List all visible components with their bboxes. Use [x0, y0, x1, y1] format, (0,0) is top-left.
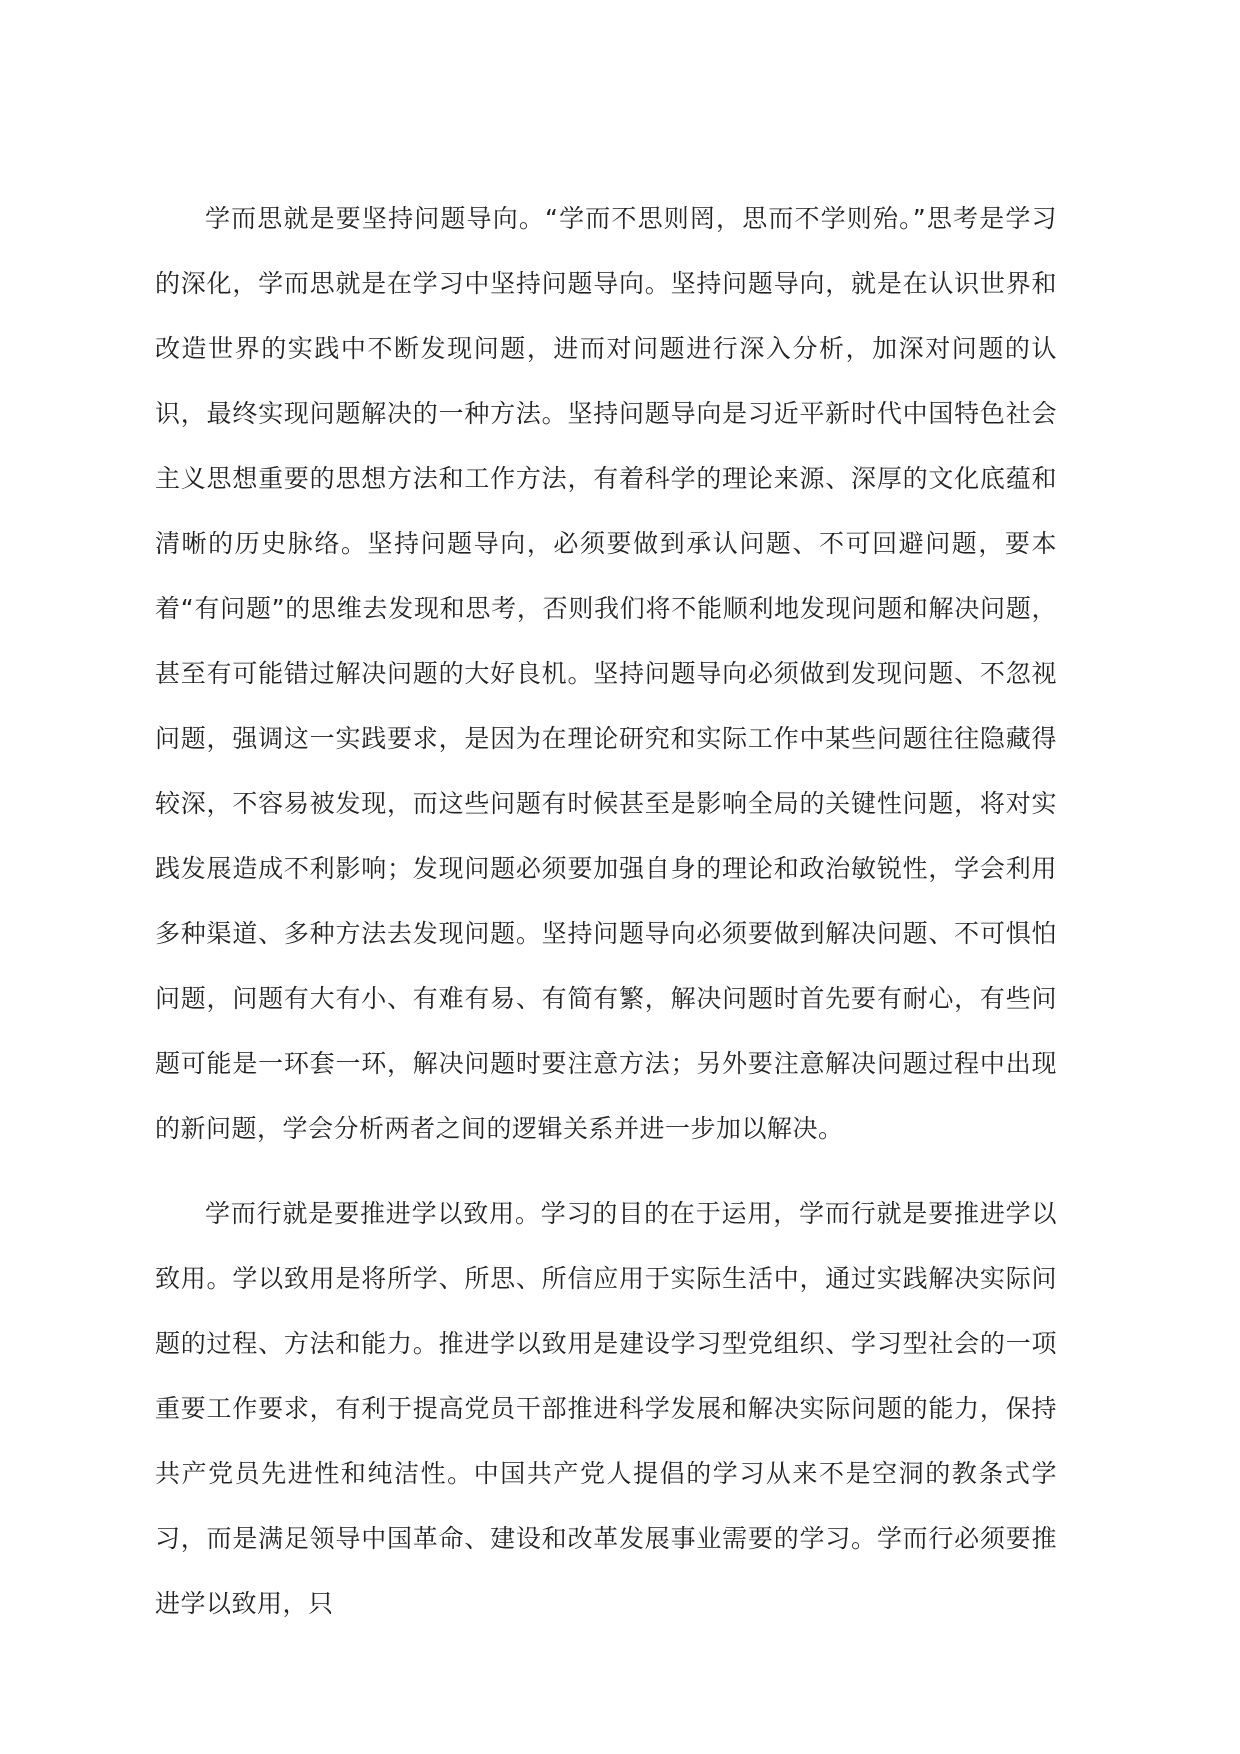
document-body: [155, 186, 1057, 1636]
paragraph-learning-and-doing: 学而行就是要推进学以致用。学习的目的在于运用，学而行就是要推进学以致用。学以致用是将所学、所思、所信应用于实际生活中，通过实践解决实际问题的过程、方法和能力。推进学以致用是建设学习型党组织、学习型社会的一项重要工作要求，有利于提高党员干部推进科学发展和解决实际问题的能力，保持共产党员先进性和纯洁性。中国共产党人提倡的学习从来不是空洞的教条式学习，而是满足领导中国革命、建设和改革发展事业需要的学习。学而行必须要推进学以致用，只: [155, 1199, 1057, 1618]
paragraph-learning-and-thinking: 学而思就是要坚持问题导向。“学而不思则罔，思而不学则殆。”思考是学习的深化，学而思就是在学习中坚持问题导向。坚持问题导向，就是在认识世界和改造世界的实践中不断发现问题，进而对问题进行深入分析，加深对问题的认识，最终实现问题解决的一种方法。坚持问题导向是习近平新时代中国特色社会主义思想重要的思想方法和工作方法，有着科学的理论来源、深厚的文化底蕴和清晰的历史脉络。坚持问题导向，必须要做到承认问题、不可回避问题，要本着“有问题”的思维去发现和思考，否则我们将不能顺利地发现问题和解决问题，甚至有可能错过解决问题的大好良机。坚持问题导向必须做到发现问题、不忽视问题，强调这一实践要求，是因为在理论研究和实际工作中某些问题往往隐藏得较深，不容易被发现，而这些问题有时候甚至是影响全局的关键性问题，将对实践发展造成不利影响；发现问题必须要加强自身的理论和政治敏锐性，学会利用多种渠道、多种方法去发现问题。坚持问题导向必须要做到解决问题、不可惧怕问题，问题有大有小、有难有易、有简有繁，解决问题时首先要有耐心，有些问题可能是一环套一环，解决问题时要注意方法；另外要注意解决问题过程中出现的新问题，学会分析两者之间的逻辑关系并进一步加以解决。: [155, 204, 1057, 1143]
